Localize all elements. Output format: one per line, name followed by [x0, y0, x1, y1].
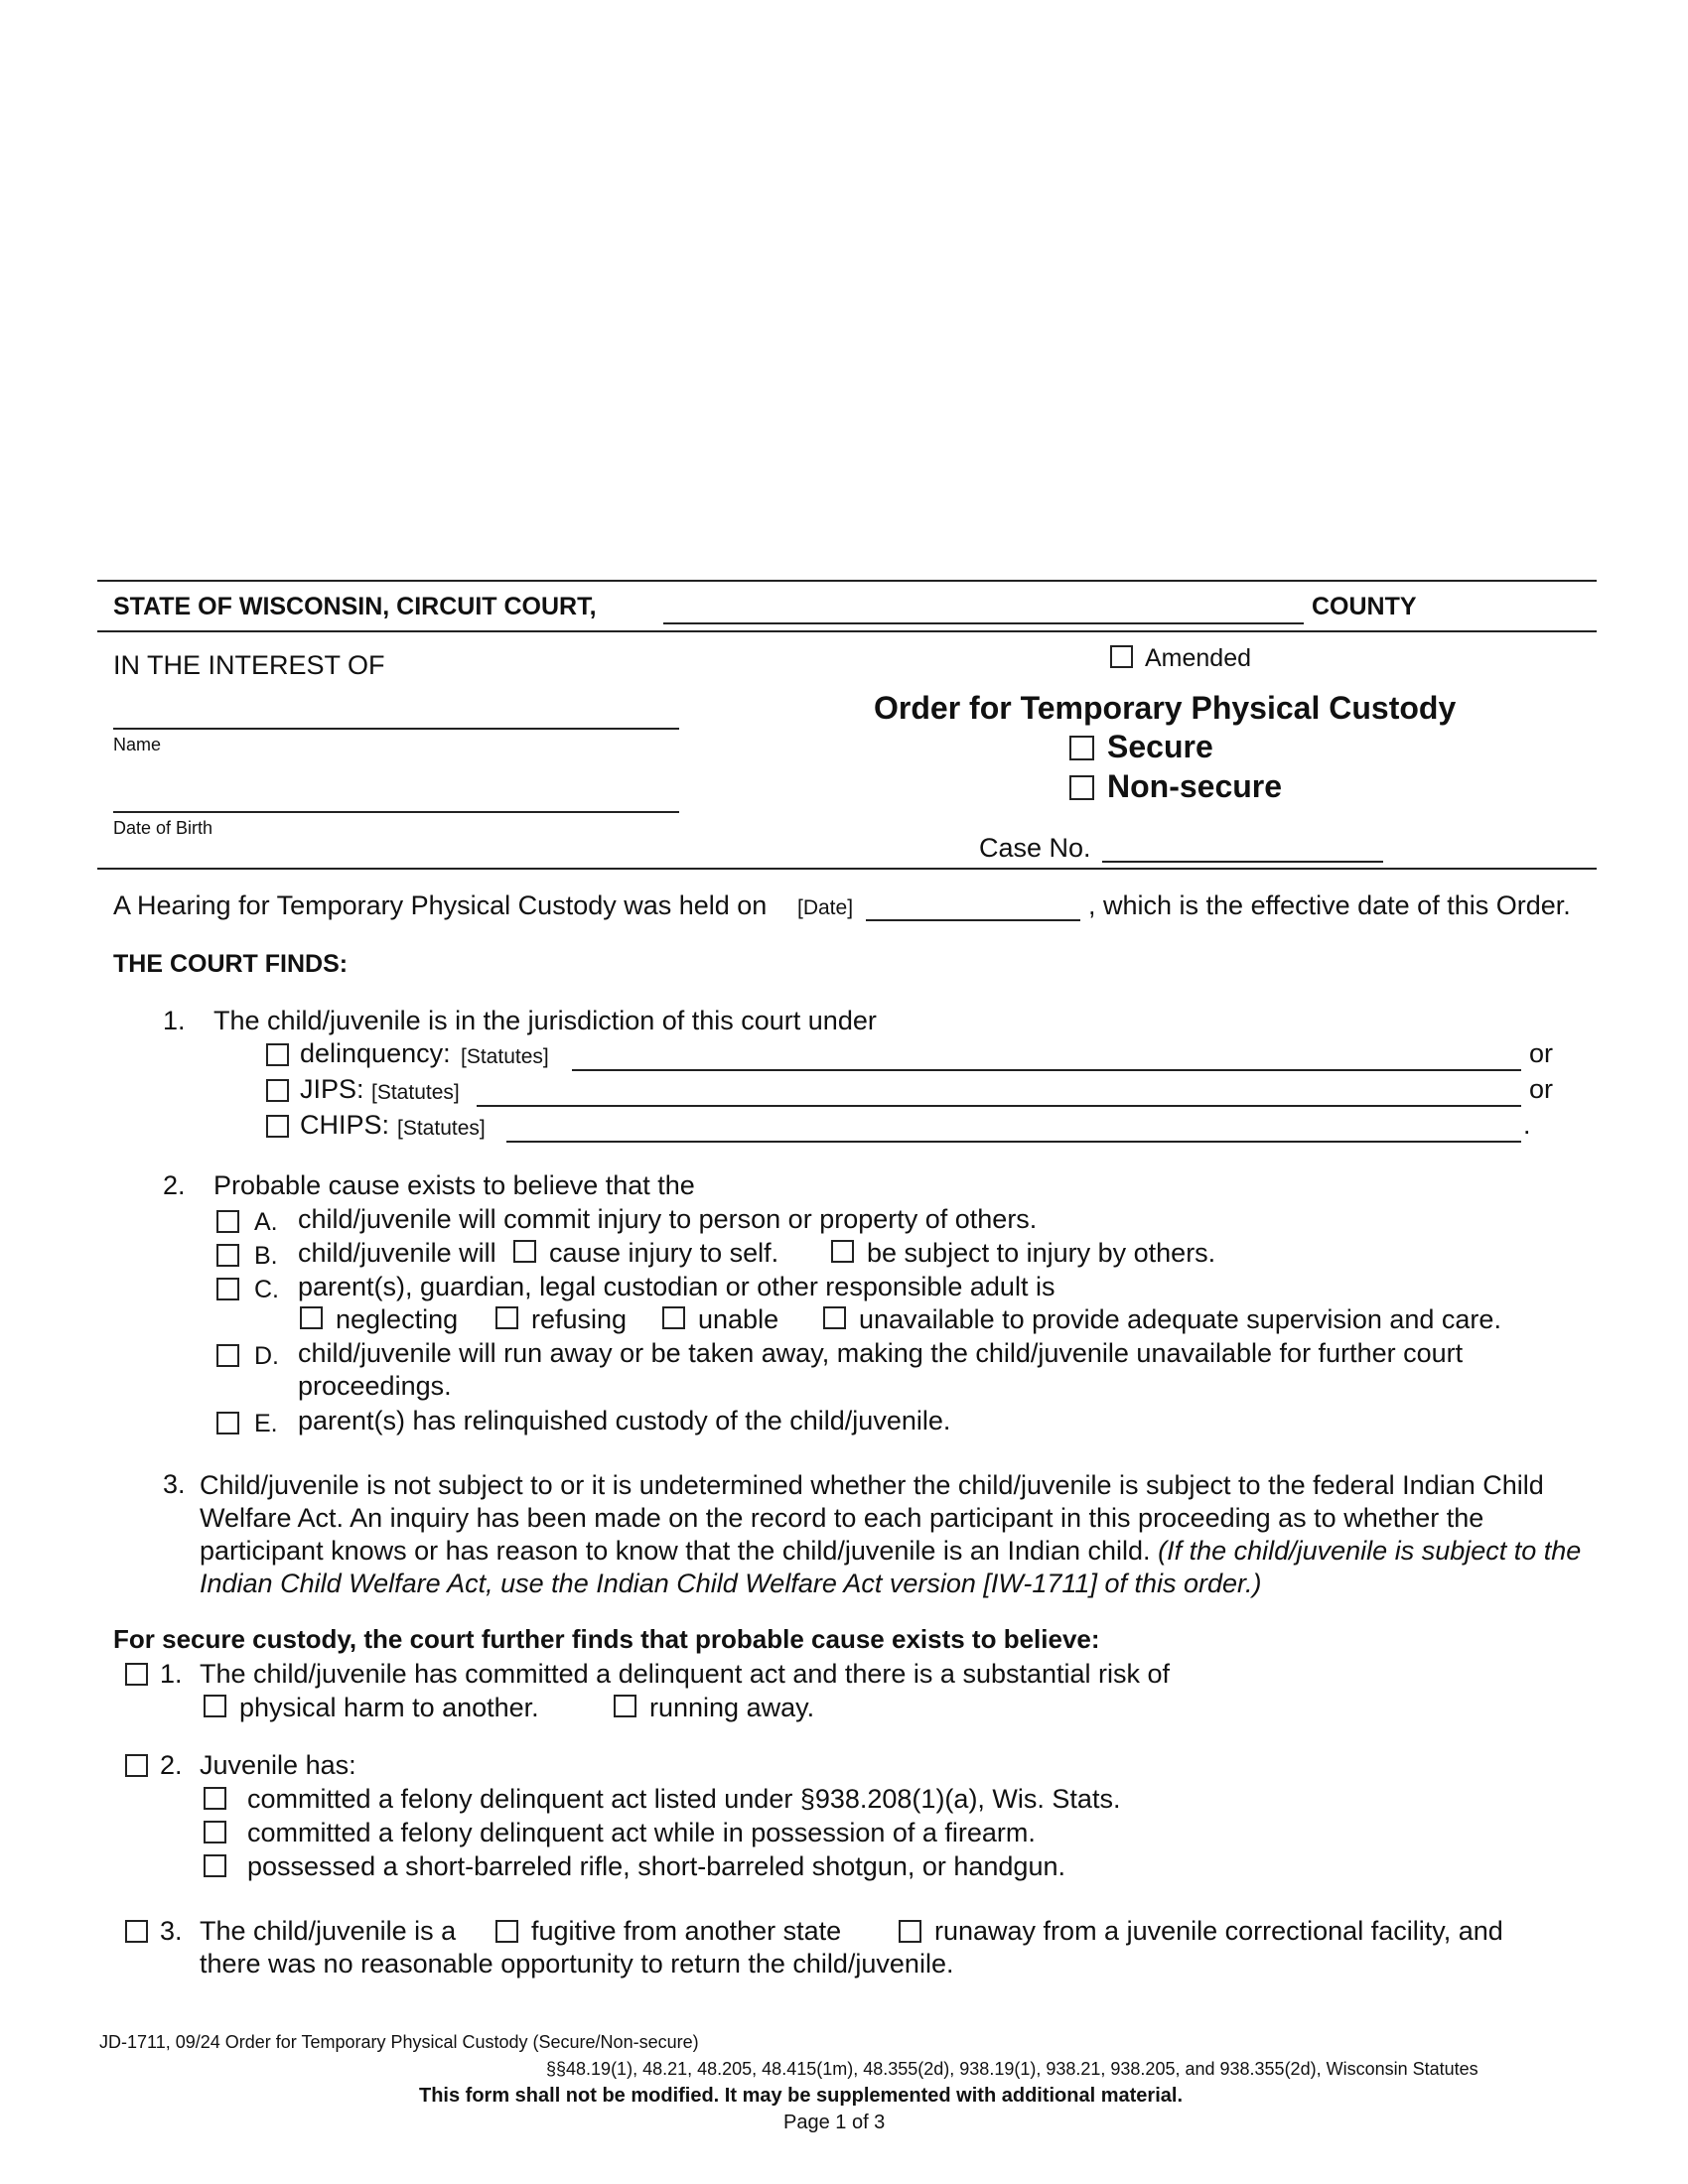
finding-3-icwa-note: (If the child/juvenile is subject to the Indian Child Welfare Act, use the Indian Child Welfare Act version [IW-1711] of this order.) [200, 1536, 1582, 1598]
findings-heading: THE COURT FINDS: [113, 950, 349, 978]
finding-1-text: The child/juvenile is in the jurisdiction of this court under [213, 1006, 877, 1035]
nonsecure-checkbox[interactable] [1069, 775, 1094, 800]
finding-2b-letter: B. [254, 1242, 278, 1270]
physical-harm-checkbox[interactable] [204, 1695, 226, 1717]
delinquency-or: or [1529, 1038, 1554, 1068]
finding-2d-text-cont: proceedings. [298, 1371, 452, 1401]
fugitive-label: fugitive from another state [531, 1916, 842, 1946]
finding-2b-text: child/juvenile will [298, 1238, 496, 1268]
refusing-checkbox[interactable] [495, 1306, 518, 1329]
unable-label: unable [698, 1304, 779, 1334]
neglecting-checkbox[interactable] [300, 1306, 323, 1329]
secure-label: Secure [1107, 729, 1213, 764]
running-away-label: running away. [649, 1693, 815, 1722]
footer-notice: This form shall not be modified. It may be supplemented with additional material. [419, 2085, 1183, 2107]
footer-statutes: §§48.19(1), 48.21, 48.205, 48.415(1m), 48.355(2d), 938.19(1), 938.21, 938.205, and 938.355(2d), Wisconsin Statutes [546, 2059, 1478, 2079]
footer-page-number: Page 1 of 3 [783, 2112, 886, 2133]
hearing-date-input-line[interactable] [866, 919, 1080, 921]
hearing-text-after: , which is the effective date of this Order. [1088, 890, 1571, 920]
chips-statutes-input-line[interactable] [506, 1141, 1521, 1143]
amended-label: Amended [1145, 644, 1252, 672]
runaway-facility-checkbox[interactable] [899, 1920, 921, 1943]
finding-2-text: Probable cause exists to believe that the [213, 1170, 695, 1200]
injury-self-checkbox[interactable] [513, 1240, 536, 1263]
fugitive-checkbox[interactable] [495, 1920, 518, 1943]
jips-label: JIPS: [300, 1074, 364, 1104]
chips-period: . [1523, 1110, 1531, 1140]
felony-firearm-label: committed a felony delinquent act while in possession of a firearm. [247, 1818, 1036, 1847]
finding-2c-text: parent(s), guardian, legal custodian or other responsible adult is [298, 1272, 1055, 1301]
header-bottom-rule [97, 868, 1597, 870]
footer-form-id: JD-1711, 09/24 Order for Temporary Physical Custody (Secure/Non-secure) [99, 2032, 699, 2052]
finding-2e-checkbox[interactable] [216, 1412, 239, 1434]
neglecting-label: neglecting [336, 1304, 459, 1334]
nonsecure-label: Non-secure [1107, 768, 1283, 804]
finding-2b-checkbox[interactable] [216, 1244, 239, 1267]
name-label: Name [113, 735, 162, 754]
secure-3-text: The child/juvenile is a [200, 1916, 457, 1946]
finding-2d-letter: D. [254, 1342, 279, 1370]
delinquency-statutes-input-line[interactable] [572, 1069, 1521, 1071]
injury-self-label: cause injury to self. [549, 1238, 779, 1268]
injury-others-checkbox[interactable] [831, 1240, 854, 1263]
secure-1-checkbox[interactable] [125, 1663, 148, 1686]
finding-2e-text: parent(s) has relinquished custody of the child/juvenile. [298, 1406, 951, 1435]
jips-or: or [1529, 1074, 1554, 1104]
possessed-weapon-checkbox[interactable] [204, 1854, 226, 1877]
delinquency-label: delinquency: [300, 1038, 451, 1068]
jips-statutes-input-line[interactable] [477, 1105, 1521, 1107]
dob-label: Date of Birth [113, 818, 213, 838]
finding-2c-letter: C. [254, 1276, 279, 1303]
secure-1-number: 1. [160, 1659, 183, 1689]
felony-listed-checkbox[interactable] [204, 1787, 226, 1810]
felony-firearm-checkbox[interactable] [204, 1821, 226, 1843]
refusing-label: refusing [531, 1304, 628, 1334]
secure-checkbox[interactable] [1069, 736, 1094, 760]
jips-statutes-hint: [Statutes] [371, 1081, 460, 1104]
secure-2-checkbox[interactable] [125, 1754, 148, 1777]
header-mid-rule [97, 630, 1597, 632]
case-no-label: Case No. [979, 833, 1091, 863]
running-away-checkbox[interactable] [614, 1695, 636, 1717]
case-no-input-line[interactable] [1102, 861, 1383, 863]
interest-of-label: IN THE INTEREST OF [113, 650, 385, 680]
unable-checkbox[interactable] [662, 1306, 685, 1329]
felony-listed-label: committed a felony delinquent act listed under §938.208(1)(a), Wis. Stats. [247, 1784, 1121, 1814]
hearing-date-hint: [Date] [797, 896, 854, 919]
delinquency-checkbox[interactable] [266, 1043, 289, 1066]
secure-findings-heading: For secure custody, the court further finds that probable cause exists to believe: [113, 1624, 1100, 1654]
finding-2-number: 2. [163, 1170, 186, 1200]
form-title: Order for Temporary Physical Custody [874, 690, 1457, 726]
finding-3-paragraph [200, 1469, 1585, 1600]
finding-3-number: 3. [163, 1469, 186, 1499]
dob-input-line[interactable] [113, 811, 679, 813]
county-input-line[interactable] [663, 622, 1304, 624]
chips-label: CHIPS: [300, 1110, 390, 1140]
finding-2a-text: child/juvenile will commit injury to person or property of others. [298, 1204, 1038, 1234]
court-prefix: STATE OF WISCONSIN, CIRCUIT COURT, [113, 593, 597, 620]
secure-2-text: Juvenile has: [200, 1750, 356, 1780]
runaway-facility-label: runaway from a juvenile correctional facility, and [934, 1916, 1503, 1946]
delinquency-statutes-hint: [Statutes] [461, 1045, 549, 1068]
possessed-weapon-label: possessed a short-barreled rifle, short-barreled shotgun, or handgun. [247, 1851, 1065, 1881]
finding-2c-checkbox[interactable] [216, 1278, 239, 1300]
county-label: COUNTY [1312, 593, 1417, 620]
finding-2a-checkbox[interactable] [216, 1210, 239, 1233]
hearing-text: A Hearing for Temporary Physical Custody was held on [113, 890, 768, 920]
name-input-line[interactable] [113, 728, 679, 730]
finding-2d-text: child/juvenile will run away or be taken away, making the child/juvenile unavailable for further court [298, 1338, 1464, 1368]
header-top-rule [97, 580, 1597, 582]
injury-others-label: be subject to injury by others. [867, 1238, 1216, 1268]
unavailable-label: unavailable to provide adequate supervision and care. [859, 1304, 1501, 1334]
finding-3-text: Child/juvenile is not subject to or it is undetermined whether the child/juvenile is subject to the federal Indian Child Welfare Act. An inquiry has been made on the record to each participant in this proceeding as to whether the participant knows or has reason to know that the child/juvenile is an Indian child. [200, 1470, 1544, 1566]
jips-checkbox[interactable] [266, 1079, 289, 1102]
chips-statutes-hint: [Statutes] [397, 1117, 486, 1140]
finding-2d-checkbox[interactable] [216, 1344, 239, 1367]
secure-1-text: The child/juvenile has committed a delinquent act and there is a substantial risk of [200, 1659, 1171, 1689]
finding-2e-letter: E. [254, 1410, 278, 1437]
unavailable-checkbox[interactable] [823, 1306, 846, 1329]
amended-checkbox[interactable] [1110, 645, 1133, 668]
secure-2-number: 2. [160, 1750, 183, 1780]
secure-3-checkbox[interactable] [125, 1920, 148, 1943]
finding-2a-letter: A. [254, 1208, 278, 1236]
secure-3-number: 3. [160, 1916, 183, 1946]
physical-harm-label: physical harm to another. [239, 1693, 539, 1722]
chips-checkbox[interactable] [266, 1115, 289, 1138]
secure-3-text-cont: there was no reasonable opportunity to return the child/juvenile. [200, 1949, 954, 1979]
finding-1-number: 1. [163, 1006, 186, 1035]
